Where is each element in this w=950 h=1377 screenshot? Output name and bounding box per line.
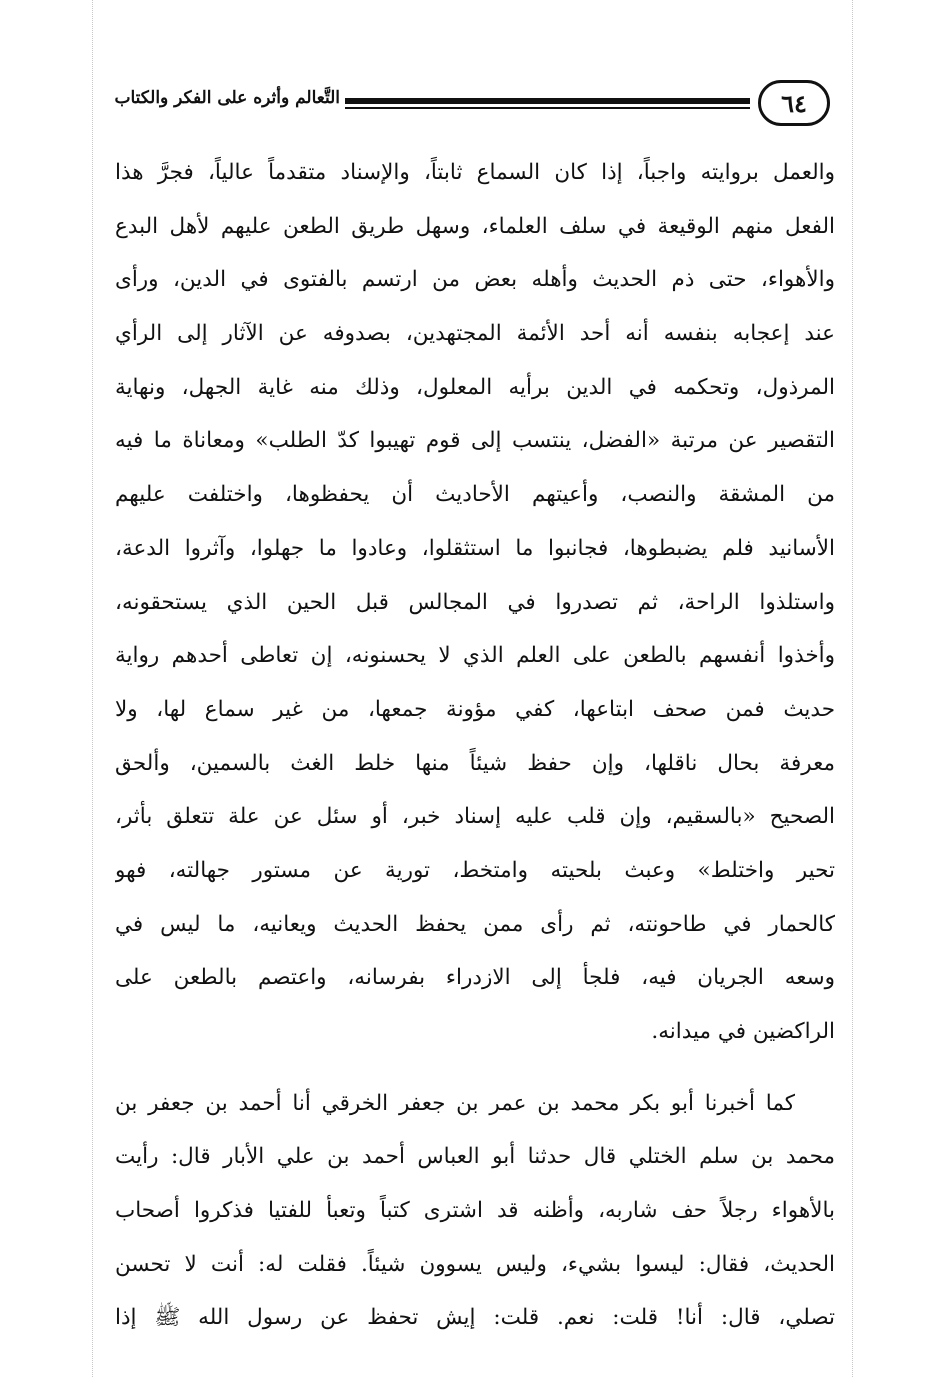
text-line: والأهواء، حتى ذم الحديث وأهله بعض من ارتسم بالفتوى في الدين، ورأى [115, 267, 835, 293]
text-line: تحير واختلط» وعبث بلحيته وامتخط، تورية عن مستور جهالته، فهو [115, 857, 835, 883]
text-line: التقصير عن مرتبة «الفضل، ينتسب إلى قوم تهيبوا كدّ الطلب» ومعاناة ما فيه [115, 428, 835, 454]
header-rule-thin [345, 107, 750, 109]
text-line: الأسانيد فلم يضبطوها، فجانبوا ما استثقلوا، وعادوا ما جهلوا، وآثروا الدعة، [115, 535, 835, 561]
text-line: معرفة بحال ناقلها، وإن حفظ شيئاً منها خلط الغث بالسمين، وألحق [115, 750, 835, 776]
text-line: وأخذوا أنفسهم بالطعن على العلم الذي لا يحسنونه، إن تعاطى أحدهم رواية [115, 643, 835, 669]
body-text [115, 146, 835, 1345]
paragraph-2 [115, 1077, 835, 1345]
text-line: تصلي، قال: أنا! قلت: نعم. قلت: إيش تحفظ عن رسول الله ﷺ إذا [115, 1305, 835, 1331]
scan-edge-right [852, 0, 854, 1377]
text-line: واستلذوا الراحة، ثم تصدروا في المجالس قبل الحين الذي يستحقونه، [115, 589, 835, 615]
text-line: والعمل بروايته واجباً، إذا كان السماع ثابتاً، والإسناد متقدماً عالياً، فجرَّ هذا [115, 160, 835, 185]
text-line: بالأهواء رجلاً حف شاربه، وأظنه قد اشترى كتباً وتعبأ للفتيا فذكروا أصحاب [115, 1198, 835, 1224]
text-line: وسعه الجريان فيه، فلجأ إلى الازدراء بفرسانه، واعتصم بالطعن على [115, 965, 835, 991]
text-line: المرذول، وتحكمه في الدين برأيه المعلول، وذلك منه غاية الجهل، ونهاية [115, 374, 835, 400]
text-line: الحديث، فقال: ليسوا بشيء، وليس يسوون شيئاً. فقلت له: أنت لا تحسن [115, 1251, 835, 1277]
paragraph-gap [115, 1059, 835, 1077]
page-header [110, 80, 830, 130]
text-line: من المشقة والنصب، وأعيتهم الأحاديث أن يحفظوها، واختلفت عليهم [115, 482, 835, 508]
text-line: حديث فمن صحف ابتاعها، كفي مؤونة جمعها، من غير سماع لها، ولا [115, 696, 835, 722]
text-line: الراكضين في ميدانه. [651, 1019, 835, 1044]
text-line: الفعل منهم الوقيعة في سلف العلماء، وسهل طريق الطعن عليهم لأهل البدع [115, 213, 835, 239]
text-line: عند إعجابه بنفسه أنه أحد الأئمة المجتهدين، بصدوفه عن الآثار إلى الرأي [115, 321, 835, 347]
header-rule-thick [345, 98, 750, 104]
text-line: كما أخبرنا أبو بكر محمد بن عمر بن جعفر الخرقي أنا أحمد بن جعفر بن [115, 1090, 795, 1116]
text-line: محمد بن سلم الختلي قال حدثنا أبو العباس أحمد بن علي الأبار قال: رأيت [115, 1144, 835, 1170]
page-number: ٦٤ [758, 80, 830, 126]
text-line: الصحيح «بالسقيم، وإن قلب عليه إسناد خبر، أو سئل عن علة تتعلق بأثر، [115, 804, 835, 830]
paragraph-1 [115, 146, 835, 1059]
scan-edge-left [92, 0, 94, 1377]
running-title: التَّعالم وأثره على الفكر والكتاب [114, 88, 340, 108]
text-line: كالحمار في طاحونته، ثم رأى ممن يحفظ الحديث ويعانيه، ما ليس في [115, 911, 835, 937]
